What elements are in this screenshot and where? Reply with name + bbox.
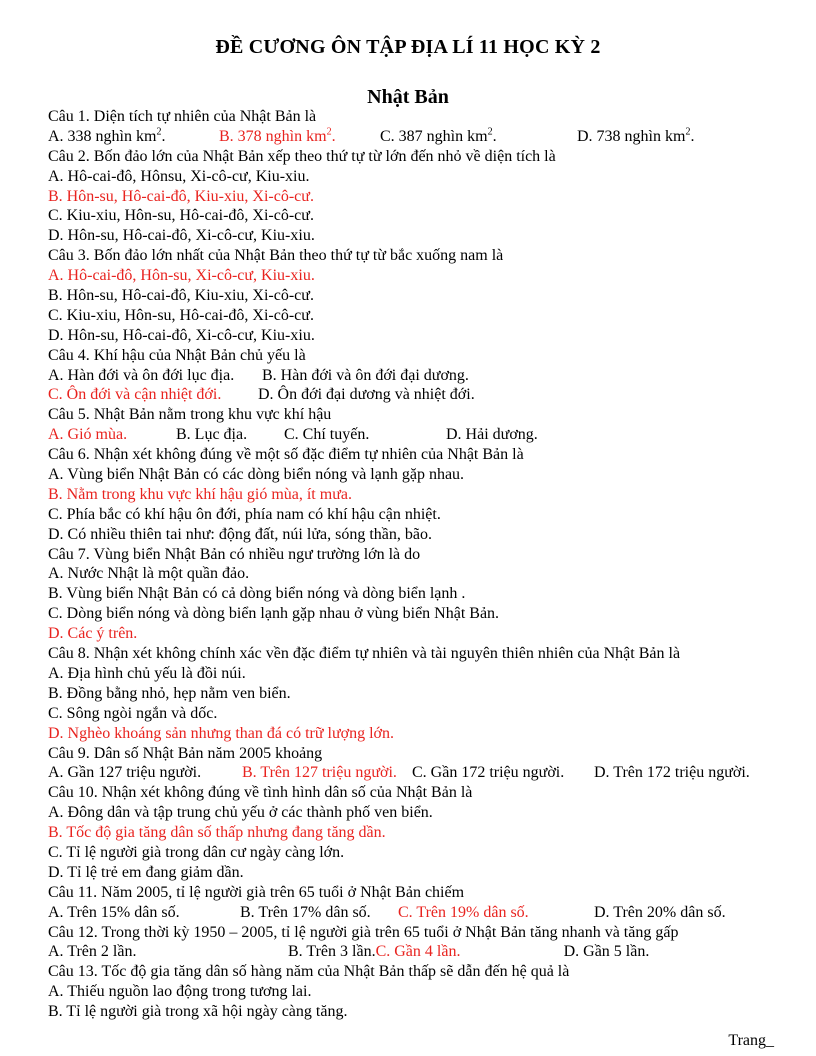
question-1-options <box>48 127 808 147</box>
option-c-answer: C. Trên 19% dân số. <box>398 903 529 921</box>
option-b-answer: B. Nằm trong khu vực khí hậu gió mùa, ít mưa. <box>48 485 352 503</box>
option-a: A. Gần 127 triệu người. <box>48 764 202 782</box>
option-c: C. Gần 172 triệu người. <box>412 764 565 782</box>
option-d: D. Hôn-su, Hô-cai-đô, Xi-cô-cư, Kiu-xiu. <box>48 227 315 245</box>
question-12-options <box>48 942 808 962</box>
option-d: D. Hôn-su, Hô-cai-đô, Xi-cô-cư, Kiu-xiu. <box>48 326 315 344</box>
option-a: A. Trên 2 lần. <box>48 943 137 961</box>
option-d-answer: D. Nghèo khoáng sản nhưng than đá có trữ lượng lớn. <box>48 724 394 742</box>
question-10: Câu 10. Nhận xét không đúng về tình hình dân số của Nhật Bản là <box>48 784 473 802</box>
option-a: A. Địa hình chủ yếu là đồi núi. <box>48 664 246 682</box>
option-c: C. Chí tuyến. <box>284 426 370 444</box>
question-3: Câu 3. Bốn đảo lớn nhất của Nhật Bản theo thứ tự từ bắc xuống nam là <box>48 247 504 265</box>
option-d: D. Trên 172 triệu người. <box>594 764 750 782</box>
option-a-answer: A. Hô-cai-đô, Hôn-su, Xi-cô-cư, Kiu-xiu. <box>48 267 315 285</box>
question-11: Câu 11. Năm 2005, tỉ lệ người già trên 65 tuổi ở Nhật Bản chiếm <box>48 883 465 901</box>
option-a: A. Hàn đới và ôn đới lục địa. <box>48 366 235 384</box>
option-d: D. Trên 20% dân số. <box>594 903 726 921</box>
question-9-options <box>48 763 808 783</box>
option-c: C. Kiu-xiu, Hôn-su, Hô-cai-đô, Xi-cô-cư. <box>48 306 314 324</box>
option-a: A. Vùng biển Nhật Bản có các dòng biển nóng và lạnh gặp nhau. <box>48 466 465 484</box>
question-7: Câu 7. Vùng biển Nhật Bản có nhiều ngư trường lớn là do <box>48 545 421 563</box>
option-b-answer: B. Tốc độ gia tăng dân số thấp nhưng đang tăng dần. <box>48 824 386 842</box>
question-9: Câu 9. Dân số Nhật Bản năm 2005 khoảng <box>48 744 323 762</box>
option-b: B. Hàn đới và ôn đới đại dương. <box>262 366 469 384</box>
question-2: Câu 2. Bốn đảo lớn của Nhật Bản xếp theo thứ tự từ lớn đến nhỏ về diện tích là <box>48 147 556 165</box>
question-4: Câu 4. Khí hậu của Nhật Bản chủ yếu là <box>48 346 306 364</box>
option-d: D. Tỉ lệ trẻ em đang giảm dần. <box>48 863 244 881</box>
question-4-options-ab <box>48 366 808 386</box>
question-1: Câu 1. Diện tích tự nhiên của Nhật Bản là <box>48 108 317 125</box>
option-d: D. Ôn đới đại dương và nhiệt đới. <box>258 386 475 404</box>
option-a: A. Hô-cai-đô, Hônsu, Xi-cô-cư, Kiu-xiu. <box>48 167 310 185</box>
option-a: A. Trên 15% dân số. <box>48 903 180 921</box>
option-b: B. Lục địa. <box>176 426 248 444</box>
option-a-answer: A. Gió mùa. <box>48 426 128 444</box>
option-c: C. Sông ngòi ngắn và dốc. <box>48 704 218 722</box>
question-4-options-cd <box>48 385 808 405</box>
question-12: Câu 12. Trong thời kỳ 1950 – 2005, tỉ lệ người già trên 65 tuổi ở Nhật Bản tăng nhanh và tăng gấp <box>48 923 679 941</box>
option-a: A. Đông dân và tập trung chủ yếu ở các thành phố ven biển. <box>48 804 433 822</box>
question-11-options <box>48 903 808 923</box>
option-d: D. 738 nghìn $km^2$. <box>577 126 695 145</box>
option-d: D. Hải dương. <box>446 426 538 444</box>
option-b: B. Đồng bằng nhỏ, hẹp nằm ven biển. <box>48 684 291 702</box>
option-c: C. Phía bắc có khí hậu ôn đới, phía nam có khí hậu cận nhiệt. <box>48 505 441 523</box>
option-d: D. Gần 5 lần. <box>563 943 650 961</box>
option-b: B. Trên 3 lần. <box>288 943 376 961</box>
option-c: C. Dòng biển nóng và dòng biển lạnh gặp nhau ở vùng biển Nhật Bản. <box>48 605 500 623</box>
option-b-answer: B. Trên 127 triệu người. <box>242 764 397 782</box>
option-c: C. 387 nghìn $km^2$. <box>380 126 497 145</box>
question-list <box>48 107 808 1022</box>
option-a: A. Thiếu nguồn lao động trong tương lai. <box>48 983 312 1001</box>
section-title: Nhật Bản <box>367 86 449 108</box>
option-a: A. Nước Nhật là một quần đảo. <box>48 565 250 583</box>
option-b-answer: B. 378 nghìn $km^2$. <box>219 126 336 145</box>
page-number-footer: Trang_ <box>728 1032 774 1049</box>
option-c-answer: C. Ôn đới và cận nhiệt đới. <box>48 386 222 404</box>
question-5: Câu 5. Nhật Bản nằm trong khu vực khí hậu <box>48 406 332 424</box>
page-title: ĐỀ CƯƠNG ÔN TẬP ĐỊA LÍ 11 HỌC KỲ 2 <box>215 36 601 58</box>
question-8: Câu 8. Nhận xét không chính xác vền đặc điểm tự nhiên và tài nguyên thiên nhiên của Nhật Bản là <box>48 645 681 663</box>
option-c: C. Tỉ lệ người già trong dân cư ngày càng lớn. <box>48 843 345 861</box>
option-b-answer: B. Hôn-su, Hô-cai-đô, Kiu-xiu, Xi-cô-cư. <box>48 187 314 205</box>
option-b: B. Trên 17% dân số. <box>240 903 371 921</box>
question-13: Câu 13. Tốc độ gia tăng dân số hàng năm của Nhật Bản thấp sẽ dẫn đến hệ quả là <box>48 963 570 981</box>
option-a: A. 338 nghìn $km^2$. <box>48 126 166 145</box>
option-b: B. Vùng biển Nhật Bản có cả dòng biển nóng và dòng biển lạnh . <box>48 585 466 603</box>
option-c: C. Kiu-xiu, Hôn-su, Hô-cai-đô, Xi-cô-cư. <box>48 207 314 225</box>
option-b: B. Tỉ lệ người già trong xã hội ngày càng tăng. <box>48 1003 348 1021</box>
option-b: B. Hôn-su, Hô-cai-đô, Kiu-xiu, Xi-cô-cư. <box>48 287 314 305</box>
question-5-options <box>48 425 808 445</box>
option-c-answer: C. Gần 4 lần. <box>375 943 461 961</box>
question-6: Câu 6. Nhận xét không đúng về một số đặc điểm tự nhiên của Nhật Bản là <box>48 446 524 464</box>
option-d: D. Có nhiều thiên tai như: động đất, núi lửa, sóng thần, bão. <box>48 525 432 543</box>
option-d-answer: D. Các ý trên. <box>48 625 138 643</box>
